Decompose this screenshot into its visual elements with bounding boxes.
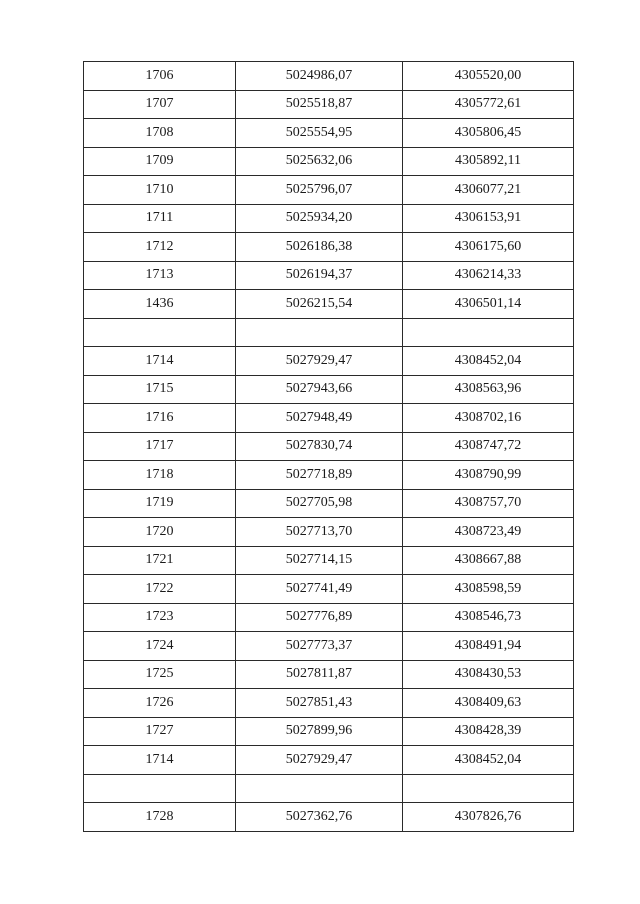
x-coordinate-cell: 5027713,70 [236, 518, 403, 547]
table-row [84, 176, 574, 205]
table-row [84, 774, 574, 803]
x-coordinate-cell: 5024986,07 [236, 62, 403, 91]
y-coordinate-cell [403, 774, 574, 803]
x-coordinate-cell: 5027929,47 [236, 746, 403, 775]
y-coordinate-cell: 4308723,49 [403, 518, 574, 547]
table-row [84, 546, 574, 575]
x-coordinate-cell: 5027899,96 [236, 717, 403, 746]
point-number-cell: 1716 [84, 404, 236, 433]
y-coordinate-cell: 4306153,91 [403, 204, 574, 233]
table-row [84, 432, 574, 461]
y-coordinate-cell: 4305520,00 [403, 62, 574, 91]
y-coordinate-cell: 4308790,99 [403, 461, 574, 490]
x-coordinate-cell: 5027948,49 [236, 404, 403, 433]
table-row [84, 62, 574, 91]
table-row [84, 404, 574, 433]
table-row [84, 90, 574, 119]
point-number-cell: 1708 [84, 119, 236, 148]
y-coordinate-cell: 4308702,16 [403, 404, 574, 433]
point-number-cell: 1721 [84, 546, 236, 575]
y-coordinate-cell: 4308452,04 [403, 746, 574, 775]
y-coordinate-cell: 4308747,72 [403, 432, 574, 461]
point-number-cell: 1720 [84, 518, 236, 547]
x-coordinate-cell: 5025796,07 [236, 176, 403, 205]
table-row [84, 461, 574, 490]
point-number-cell: 1727 [84, 717, 236, 746]
x-coordinate-cell: 5027705,98 [236, 489, 403, 518]
y-coordinate-cell [403, 318, 574, 347]
table-row [84, 746, 574, 775]
point-number-cell: 1722 [84, 575, 236, 604]
table-row [84, 632, 574, 661]
table-row [84, 204, 574, 233]
table-row [84, 233, 574, 262]
point-number-cell: 1714 [84, 347, 236, 376]
table-row [84, 318, 574, 347]
x-coordinate-cell: 5027362,76 [236, 803, 403, 832]
table-row [84, 375, 574, 404]
point-number-cell: 1728 [84, 803, 236, 832]
y-coordinate-cell: 4305892,11 [403, 147, 574, 176]
point-number-cell [84, 318, 236, 347]
x-coordinate-cell [236, 774, 403, 803]
point-number-cell [84, 774, 236, 803]
y-coordinate-cell: 4305772,61 [403, 90, 574, 119]
y-coordinate-cell: 4308452,04 [403, 347, 574, 376]
x-coordinate-cell: 5027830,74 [236, 432, 403, 461]
y-coordinate-cell: 4308428,39 [403, 717, 574, 746]
x-coordinate-cell: 5027741,49 [236, 575, 403, 604]
x-coordinate-cell: 5027776,89 [236, 603, 403, 632]
point-number-cell: 1706 [84, 62, 236, 91]
table-row [84, 660, 574, 689]
y-coordinate-cell: 4305806,45 [403, 119, 574, 148]
x-coordinate-cell: 5027718,89 [236, 461, 403, 490]
x-coordinate-cell: 5027714,15 [236, 546, 403, 575]
x-coordinate-cell: 5026186,38 [236, 233, 403, 262]
y-coordinate-cell: 4306175,60 [403, 233, 574, 262]
point-number-cell: 1711 [84, 204, 236, 233]
y-coordinate-cell: 4308409,63 [403, 689, 574, 718]
y-coordinate-cell: 4308546,73 [403, 603, 574, 632]
x-coordinate-cell: 5025518,87 [236, 90, 403, 119]
y-coordinate-cell: 4306077,21 [403, 176, 574, 205]
y-coordinate-cell: 4308563,96 [403, 375, 574, 404]
table-row [84, 518, 574, 547]
point-number-cell: 1712 [84, 233, 236, 262]
point-number-cell: 1709 [84, 147, 236, 176]
point-number-cell: 1714 [84, 746, 236, 775]
table-row [84, 147, 574, 176]
x-coordinate-cell: 5027929,47 [236, 347, 403, 376]
y-coordinate-cell: 4308757,70 [403, 489, 574, 518]
table-row [84, 717, 574, 746]
point-number-cell: 1436 [84, 290, 236, 319]
x-coordinate-cell: 5025632,06 [236, 147, 403, 176]
point-number-cell: 1707 [84, 90, 236, 119]
x-coordinate-cell: 5027851,43 [236, 689, 403, 718]
y-coordinate-cell: 4308598,59 [403, 575, 574, 604]
y-coordinate-cell: 4307826,76 [403, 803, 574, 832]
point-number-cell: 1713 [84, 261, 236, 290]
point-number-cell: 1717 [84, 432, 236, 461]
point-number-cell: 1715 [84, 375, 236, 404]
point-number-cell: 1723 [84, 603, 236, 632]
y-coordinate-cell: 4308491,94 [403, 632, 574, 661]
table-row [84, 489, 574, 518]
x-coordinate-cell [236, 318, 403, 347]
table-row [84, 575, 574, 604]
table-row [84, 119, 574, 148]
point-number-cell: 1726 [84, 689, 236, 718]
point-number-cell: 1724 [84, 632, 236, 661]
x-coordinate-cell: 5025934,20 [236, 204, 403, 233]
x-coordinate-cell: 5027773,37 [236, 632, 403, 661]
coordinates-table-body [84, 62, 574, 832]
table-row [84, 261, 574, 290]
point-number-cell: 1725 [84, 660, 236, 689]
table-row [84, 803, 574, 832]
y-coordinate-cell: 4306214,33 [403, 261, 574, 290]
y-coordinate-cell: 4306501,14 [403, 290, 574, 319]
x-coordinate-cell: 5026215,54 [236, 290, 403, 319]
table-row [84, 603, 574, 632]
table-row [84, 347, 574, 376]
table-row [84, 290, 574, 319]
table-row [84, 689, 574, 718]
y-coordinate-cell: 4308430,53 [403, 660, 574, 689]
x-coordinate-cell: 5026194,37 [236, 261, 403, 290]
x-coordinate-cell: 5027811,87 [236, 660, 403, 689]
y-coordinate-cell: 4308667,88 [403, 546, 574, 575]
x-coordinate-cell: 5027943,66 [236, 375, 403, 404]
coordinates-table [83, 61, 574, 832]
point-number-cell: 1719 [84, 489, 236, 518]
x-coordinate-cell: 5025554,95 [236, 119, 403, 148]
point-number-cell: 1718 [84, 461, 236, 490]
point-number-cell: 1710 [84, 176, 236, 205]
